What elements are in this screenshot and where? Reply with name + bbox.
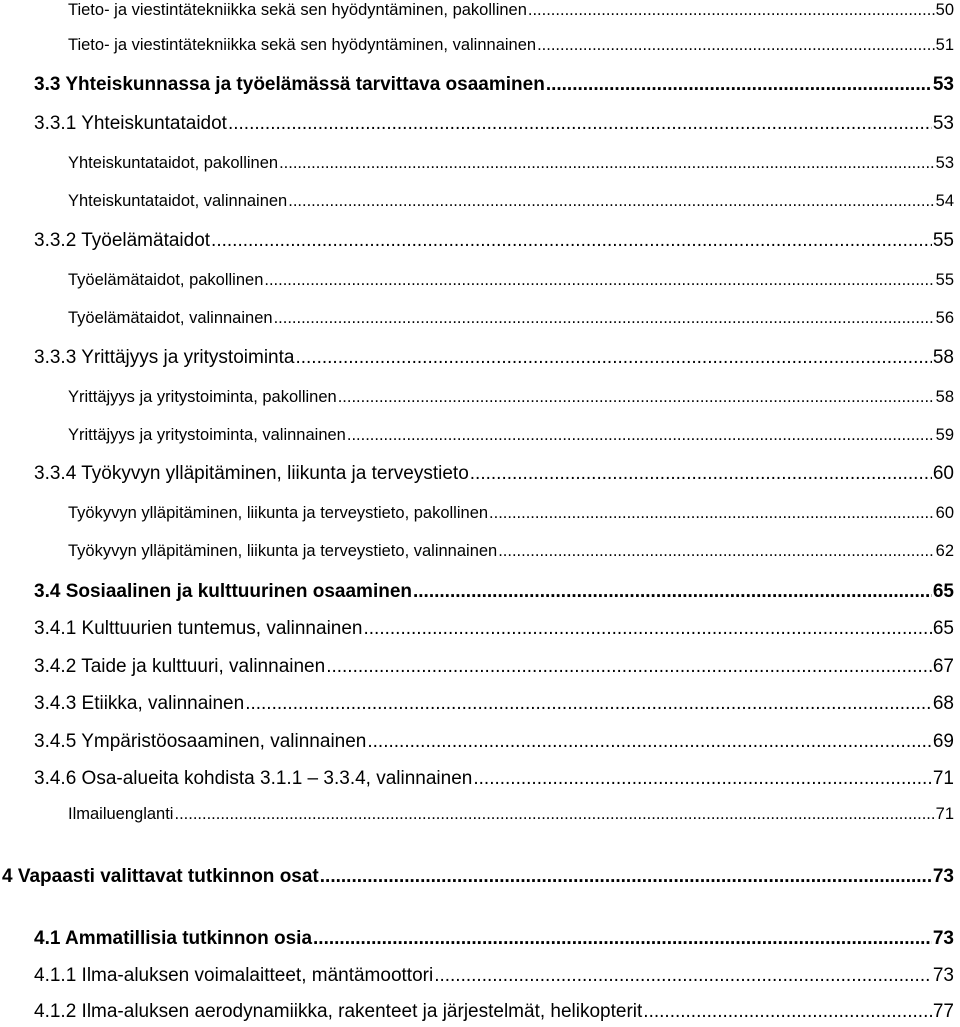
toc-dot-leader — [326, 656, 932, 678]
toc-dot-leader — [245, 693, 932, 715]
toc-entry-page: 65 — [932, 618, 954, 639]
toc-entry-title: 3.3 Yhteiskunnassa ja työelämässä tarvittava osaaminen — [34, 74, 545, 95]
toc-dot-leader — [295, 347, 931, 369]
toc-entry[interactable] — [0, 309, 960, 328]
toc-entry-title: Yrittäjyys ja yritystoiminta, pakollinen — [68, 388, 337, 406]
toc-dot-leader — [288, 192, 934, 211]
toc-dot-leader — [279, 154, 935, 173]
toc-dot-leader — [528, 1, 935, 20]
toc-entry[interactable] — [0, 656, 960, 678]
toc-dot-leader — [264, 271, 934, 290]
toc-dot-leader — [274, 309, 935, 328]
toc-entry[interactable] — [0, 805, 960, 824]
toc-entry-page: 58 — [935, 388, 954, 406]
toc-entry-title: 3.4.1 Kulttuurien tuntemus, valinnainen — [34, 618, 363, 639]
toc-entry-title: 4.1.2 Ilma-aluksen aerodynamiikka, rakenteet ja järjestelmät, helikopterit — [34, 1001, 643, 1022]
toc-entry-title: 3.3.2 Työelämätaidot — [34, 230, 211, 251]
toc-dot-leader — [537, 36, 935, 55]
toc-entry-page: 67 — [932, 656, 954, 677]
toc-dot-leader — [364, 618, 932, 640]
toc-entry[interactable] — [0, 347, 960, 369]
toc-entry-title: 3.3.1 Yhteiskuntataidot — [34, 113, 227, 134]
toc-entry-title: Työelämätaidot, valinnainen — [68, 309, 273, 327]
toc-entry-page: 73 — [932, 965, 954, 986]
toc-entry[interactable] — [0, 618, 960, 640]
toc-entry[interactable] — [0, 504, 960, 523]
toc-dot-leader — [211, 230, 932, 252]
toc-entry-page: 73 — [932, 866, 954, 887]
toc-entry-title: Tieto- ja viestintätekniikka sekä sen hyödyntäminen, valinnainen — [68, 36, 537, 54]
toc-entry-page: 53 — [932, 113, 954, 134]
toc-entry[interactable] — [0, 113, 960, 135]
toc-entry-page: 71 — [932, 768, 954, 789]
toc-entry-page: 69 — [932, 731, 954, 752]
toc-dot-leader — [228, 113, 932, 135]
toc-entry-page: 55 — [932, 230, 954, 251]
toc-entry-title: 3.4.6 Osa-alueita kohdista 3.1.1 – 3.3.4, valinnainen — [34, 768, 473, 789]
toc-entry[interactable] — [0, 731, 960, 753]
toc-entry-title: Työkyvyn ylläpitäminen, liikunta ja terveystieto, pakollinen — [68, 504, 489, 522]
toc-entry-page: 62 — [935, 542, 954, 560]
toc-dot-leader — [489, 504, 935, 523]
toc-entry[interactable] — [0, 866, 960, 888]
toc-entry[interactable] — [0, 581, 960, 603]
toc-entry-page: 55 — [935, 271, 954, 289]
toc-entry-page: 53 — [932, 74, 954, 95]
toc-entry-title: 3.3.4 Työkyvyn ylläpitäminen, liikunta ja terveystieto — [34, 463, 469, 484]
toc-entry-page: 60 — [932, 463, 954, 484]
toc-entry-title: Yhteiskuntataidot, valinnainen — [68, 192, 288, 210]
toc-entry-title: 4.1.1 Ilma-aluksen voimalaitteet, mäntämoottori — [34, 965, 434, 986]
toc-entry[interactable] — [0, 928, 960, 950]
toc-entry-page: 68 — [932, 693, 954, 714]
toc-dot-leader — [347, 426, 935, 445]
toc-dot-leader — [413, 581, 932, 603]
toc-entry-title: 4 Vapaasti valittavat tutkinnon osat — [2, 866, 319, 887]
toc-entry[interactable] — [0, 36, 960, 55]
toc-entry-page: 56 — [935, 309, 954, 327]
toc-entry[interactable] — [0, 154, 960, 173]
toc-entry[interactable] — [0, 230, 960, 252]
toc-entry-title: 3.3.3 Yrittäjyys ja yritystoiminta — [34, 347, 295, 368]
toc-entry-page: 54 — [935, 192, 954, 210]
toc-entry-title: Työelämätaidot, pakollinen — [68, 271, 264, 289]
toc-entry-title: Yrittäjyys ja yritystoiminta, valinnainen — [68, 426, 346, 444]
toc-entry-title: 3.4.2 Taide ja kulttuuri, valinnainen — [34, 656, 326, 677]
toc-entry-page: 65 — [932, 581, 954, 602]
toc-entry-title: 3.4 Sosiaalinen ja kulttuurinen osaaminen — [34, 581, 412, 602]
toc-entry[interactable] — [0, 1, 960, 20]
toc-entry-page: 58 — [932, 347, 954, 368]
toc-dot-leader — [643, 1001, 932, 1023]
toc-dot-leader — [313, 928, 932, 950]
toc-dot-leader — [546, 74, 932, 96]
toc-entry-page: 51 — [935, 36, 954, 54]
toc-entry-page: 53 — [935, 154, 954, 172]
toc-dot-leader — [473, 768, 932, 790]
toc-entry-page: 73 — [932, 928, 954, 949]
toc-entry-page: 59 — [935, 426, 954, 444]
toc-entry[interactable] — [0, 426, 960, 445]
toc-entry[interactable] — [0, 388, 960, 407]
toc-entry[interactable] — [0, 693, 960, 715]
toc-entry-title: Työkyvyn ylläpitäminen, liikunta ja terveystieto, valinnainen — [68, 542, 498, 560]
toc-entry[interactable] — [0, 192, 960, 211]
toc-entry-page: 71 — [935, 805, 954, 823]
toc-entry[interactable] — [0, 271, 960, 290]
toc-entry[interactable] — [0, 463, 960, 485]
toc-dot-leader — [338, 388, 935, 407]
toc-dot-leader — [174, 805, 934, 824]
toc-entry-title: 3.4.3 Etiikka, valinnainen — [34, 693, 245, 714]
toc-dot-leader — [320, 866, 932, 888]
toc-entry-page: 77 — [932, 1001, 954, 1022]
toc-dot-leader — [367, 731, 931, 753]
toc-entry-title: Tieto- ja viestintätekniikka sekä sen hyödyntäminen, pakollinen — [68, 1, 527, 19]
toc-dot-leader — [470, 463, 932, 485]
toc-entry-title: 4.1 Ammatillisia tutkinnon osia — [34, 928, 313, 949]
toc-dot-leader — [434, 965, 932, 987]
toc-dot-leader — [498, 542, 934, 561]
toc-entry-title: 3.4.5 Ympäristöosaaminen, valinnainen — [34, 731, 367, 752]
toc-entry[interactable] — [0, 542, 960, 561]
toc-entry[interactable] — [0, 1001, 960, 1023]
toc-entry[interactable] — [0, 965, 960, 987]
toc-entry[interactable] — [0, 74, 960, 96]
toc-entry-title: Ilmailuenglanti — [68, 805, 174, 823]
toc-entry[interactable] — [0, 768, 960, 790]
toc-entry-page: 50 — [935, 1, 954, 19]
toc-entry-page: 60 — [935, 504, 954, 522]
toc-entry-title: Yhteiskuntataidot, pakollinen — [68, 154, 279, 172]
